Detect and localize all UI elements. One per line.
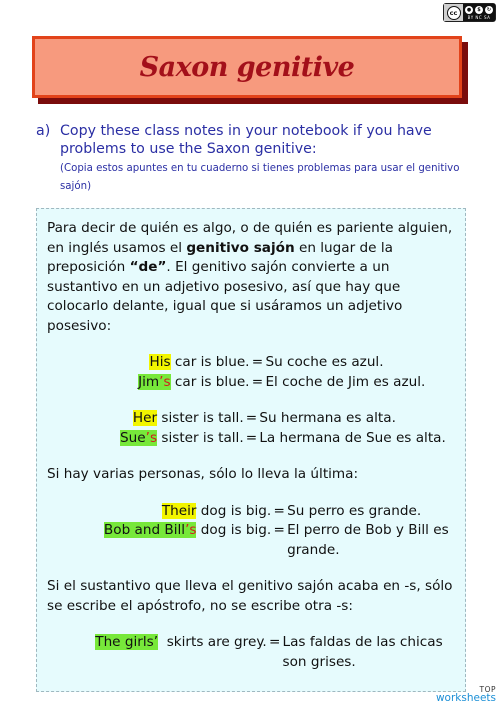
instruction-text: Copy these class notes in your notebook if you have problems to use the Saxon genitive: (60, 123, 432, 157)
example-translation: Su coche es azul. (265, 354, 384, 370)
by-icon: ● (466, 6, 472, 13)
highlight-genitive: The girls’ (95, 634, 159, 650)
term-de: “de” (129, 259, 167, 275)
highlight-genitive: Bob and Bill’s (103, 522, 197, 538)
highlight-genitive: Jim’s (138, 373, 171, 390)
example-row: His car is blue. = Su coche es azul. (47, 353, 455, 373)
topworksheets-logo: TOP worksheets (435, 685, 496, 704)
example-translation: El coche de Jim es azul. (265, 373, 426, 390)
license-text: BY NC SA (467, 14, 491, 20)
page-title: Saxon genitive (139, 51, 355, 83)
example-row: Jim’s car is blue. = El coche de Jim es azul. (47, 373, 455, 393)
highlight-genitive: Sue’s (120, 429, 158, 446)
example-row: The girls’ skirts are grey. = Las faldas de las chicas son grises. (47, 633, 455, 672)
intro-paragraph: Para decir de quién es algo, o de quién es pariente alguien, en inglés usamos el genitivo sajón en lugar de la preposición “de”. El genitivo sajón convierte a un sustantivo en un adjetivo posesivo, así que hay que colocarlo delante, igual que si usáramos un adjetivo posesivo: (47, 220, 453, 334)
example-row: Her sister is tall. = Su hermana es alta. (47, 409, 455, 429)
nc-icon: $ (475, 6, 483, 14)
example-row: Sue’s sister is tall. = La hermana de Sue es alta. (47, 429, 455, 449)
license-terms (463, 4, 495, 21)
example-translation: Las faldas de las chicas son grises. (282, 634, 443, 670)
cc-logo (444, 4, 463, 21)
highlight-possessive: Her (132, 410, 158, 426)
example-row: Bob and Bill’s dog is big. = El perro de Bob y Bill es grande. (47, 521, 455, 560)
example-translation: El perro de Bob y Bill es grande. (287, 522, 449, 558)
instruction-block (36, 122, 476, 196)
instruction-translation: (Copia estos apuntes en tu cuaderno si tienes problemas para usar el genitivo sajón) (60, 163, 460, 192)
instruction-letter: a) (36, 123, 51, 139)
class-notes-box (36, 208, 466, 692)
term-genitivo-sajon: genitivo sajón (186, 239, 295, 256)
license-badge (443, 3, 496, 22)
rule-several-people: Si hay varias personas, sólo lo lleva la última: (47, 466, 359, 482)
example-row: Their dog is big. = Su perro es grande. (47, 502, 455, 522)
sa-icon: ↻ (486, 6, 492, 13)
title-banner (32, 36, 462, 98)
rule-ending-s: Si el sustantivo que lleva el genitivo sajón acaba en -s, sólo se escribe el apóstrofo, no se escribe otra -s: (47, 578, 453, 614)
highlight-possessive: His (149, 354, 171, 370)
highlight-possessive: Their (161, 502, 197, 519)
example-translation: La hermana de Sue es alta. (259, 429, 446, 446)
example-translation: Su hermana es alta. (259, 410, 396, 426)
example-translation: Su perro es grande. (287, 502, 422, 519)
cc-icon: cc (447, 6, 461, 20)
